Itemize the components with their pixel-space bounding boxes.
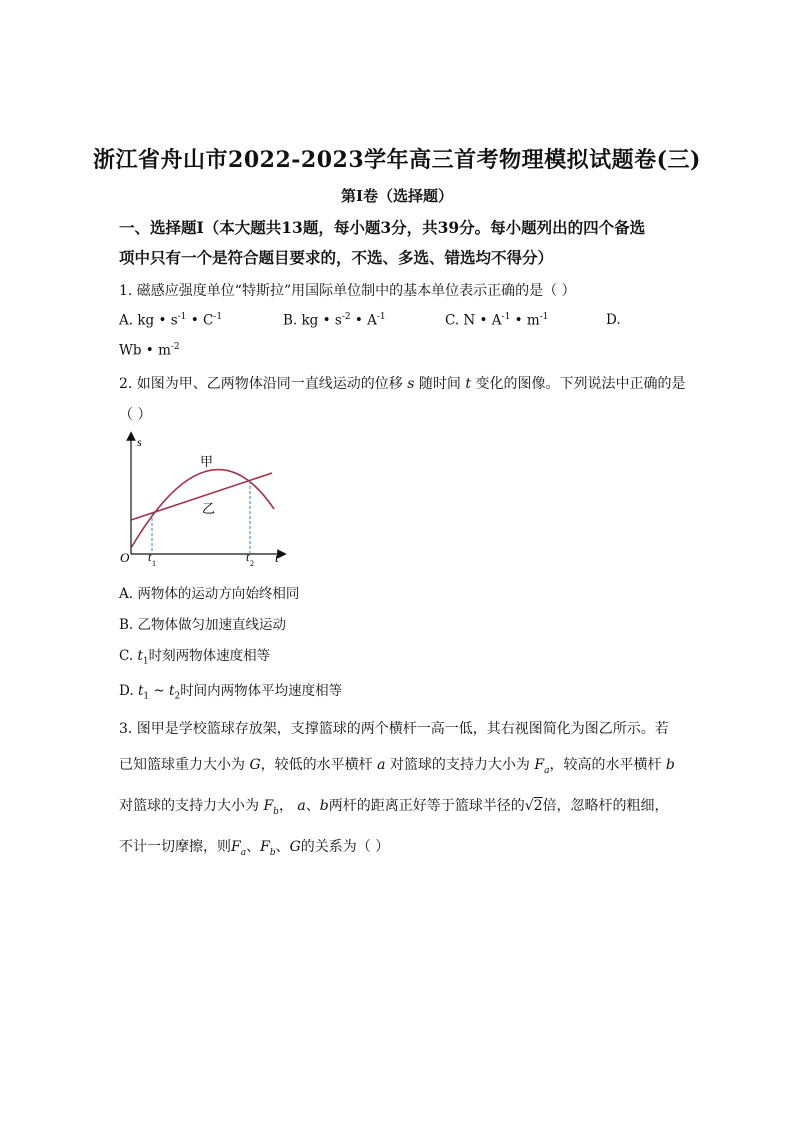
q1-option-b: B. kg • $s^{-2}$ • $A^{-1}$: [283, 312, 386, 329]
section-heading-line2: 项中只有一个是符合题目要求的，不选、多选、错选均不得分）: [119, 248, 554, 267]
sqrt-sign: √: [524, 798, 534, 814]
t1-label: t: [148, 550, 152, 564]
displacement-time-graph: [112, 430, 297, 570]
q2-option-b: B. 乙物体做匀加速直线运动: [119, 617, 287, 633]
q2-option-a: A. 两物体的运动方向始终相同: [119, 586, 300, 602]
section-heading-line1: 一、选择题Ⅰ（本大题共13题，每小题3分，共39分。每小题列出的四个备选: [119, 218, 646, 237]
q3-line4: 不计一切摩擦，则$F_a$、$F_b$、G的关系为（ ）: [119, 839, 390, 858]
label-yi: 乙: [202, 501, 216, 516]
t1-subscript: 1: [152, 559, 156, 568]
q3-line3: 对篮球的支持力大小为 $F_b$， a、b两杆的距离正好等于篮球半径的√2倍，忽略杆的粗细，: [119, 798, 669, 817]
q2-stem: 2. 如图为甲、乙两物体沿同一直线运动的位移 s 随时间 t 变化的图像。下列说法中正确的是: [119, 376, 686, 392]
q2-stem-line2: （ ）: [119, 407, 152, 423]
label-jia: 甲: [200, 454, 214, 469]
q1-option-c: C. N • $A^{-1}$ • $m^{-1}$: [445, 312, 549, 329]
sqrt-radicand: 2: [533, 798, 543, 814]
t2-subscript: 2: [250, 559, 254, 568]
s-axis-label: s: [137, 435, 142, 449]
t-axis-label: t: [275, 550, 279, 565]
q2-option-c: C. $t_1$时刻两物体速度相等: [119, 648, 271, 667]
q1-option-a: A. kg • $s^{-1}$ • $C^{-1}$: [119, 312, 223, 329]
q3-line2: 已知篮球重力大小为 G，较低的水平横杆 a 对篮球的支持力大小为 $F_a$，较高的水平横杆 b: [119, 757, 675, 776]
q1-option-d: Wb • $m^{-2}$: [119, 342, 180, 359]
q1-option-d-label: D.: [606, 312, 621, 328]
q1-stem: 1. 磁感应强度单位“特斯拉”用国际单位制中的基本单位表示正确的是（ ）: [119, 283, 576, 299]
t2-label: t: [246, 550, 250, 564]
q2-option-d: D. $t_1$ ~ $t_2$时间内两物体平均速度相等: [119, 683, 343, 702]
origin-label: O: [120, 550, 130, 565]
part-heading: 第Ⅰ卷（选择题）: [340, 187, 454, 205]
page-title: 浙江省舟山市2022-2023学年高三首考物理模拟试题卷(三): [93, 147, 701, 173]
q3-line1: 3. 图甲是学校篮球存放架，支撑篮球的两个横杆一高一低，其右视图简化为图乙所示。若: [119, 721, 669, 737]
